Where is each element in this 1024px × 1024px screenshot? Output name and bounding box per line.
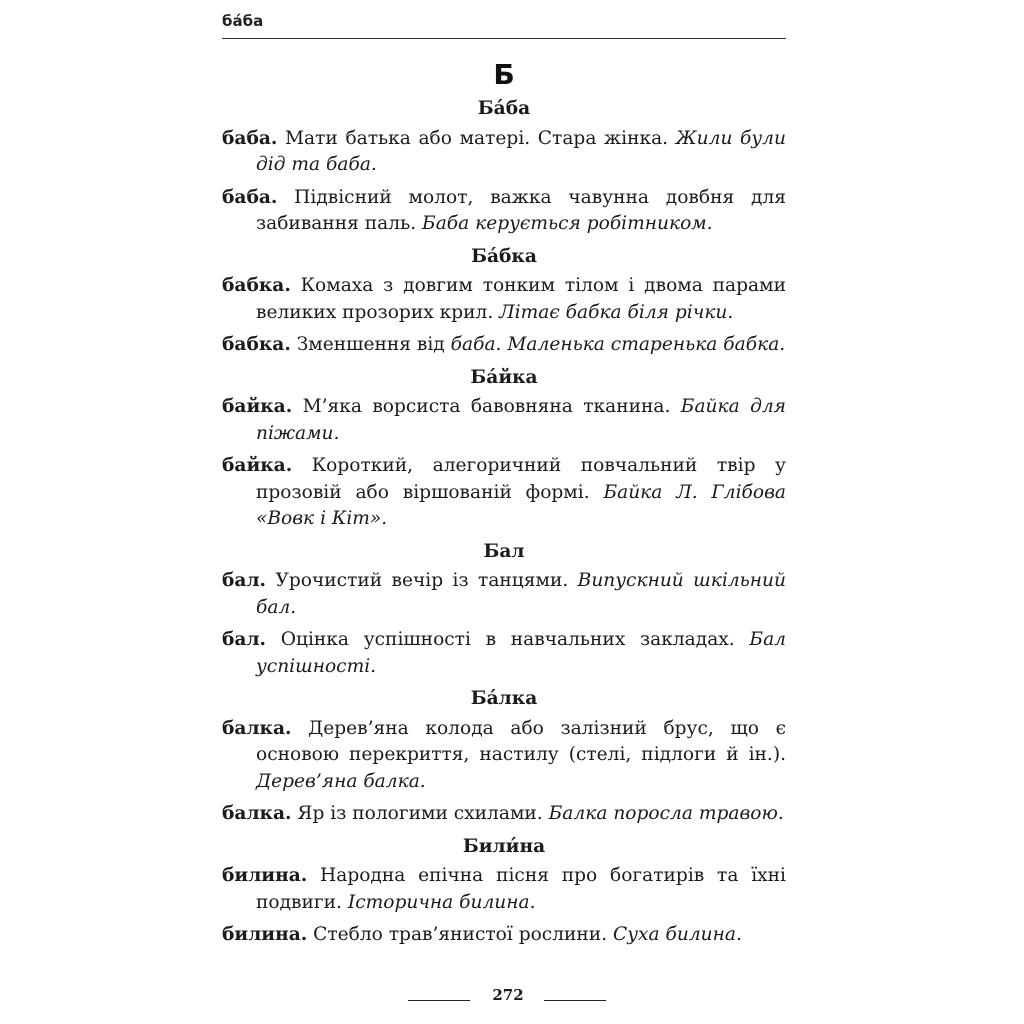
entry-headword: баба. [222, 186, 278, 208]
dictionary-entry [222, 801, 786, 828]
dictionary-entry [222, 453, 786, 533]
entry-headword: билина. [222, 924, 308, 945]
entry-example: Байка для піжами. [256, 396, 786, 444]
entry-example: Баба керується робітником. [422, 213, 713, 234]
entry-definition: Урочистий вечір із танцями. [266, 570, 578, 591]
entry-group-title: Ба́йка [470, 366, 538, 388]
dictionary-entry [222, 126, 786, 179]
entry-headword: балка. [222, 717, 292, 739]
entry-group-title: Били́на [462, 835, 546, 857]
dictionary-entries [222, 96, 786, 955]
entry-definition: Дерев’яна колода або залізний брус, що є основою перекриття, настилу (стелі, підлоги й ін.). [256, 717, 786, 765]
entry-definition: Зменшення від [290, 334, 451, 355]
entry-example: Бал успішності. [256, 629, 786, 677]
header-rule [222, 38, 786, 39]
entry-headword: билина. [222, 865, 308, 886]
entry-headword: бабка. [222, 334, 291, 355]
entry-group-title: Ба́бка [471, 245, 537, 267]
dictionary-entry [222, 332, 786, 359]
entry-group-title: Ба́ба [477, 98, 531, 119]
entry-group-title: Ба́лка [470, 688, 538, 709]
entry-group-title: Бал [483, 540, 525, 562]
dictionary-entry [222, 863, 786, 916]
entry-headword: бал. [222, 570, 267, 591]
entry-headword: байка. [222, 455, 293, 476]
entry-example: Балка поросла травою. [548, 803, 784, 824]
entry-definition: Мати батька або матері. Стара жінка. [277, 127, 676, 149]
entry-example: Байка Л. Глібова «Вовк і Кіт». [256, 481, 786, 529]
entry-definition: Яр із пологими схилами. [291, 803, 549, 824]
entry-example: Жили були дід та баба. [256, 127, 786, 175]
page-number: 272 [492, 986, 524, 1004]
entry-definition: М’яка ворсиста бавовняна тканина. [292, 396, 681, 417]
dictionary-page [222, 0, 786, 1024]
entry-definition: Підвісний молот, важка чавунна довбня для забивання паль. [256, 186, 786, 234]
entry-example: Дерев’яна балка. [256, 770, 426, 792]
entry-headword: бал. [222, 629, 267, 650]
dictionary-entry [222, 273, 786, 326]
dictionary-entry [222, 185, 786, 238]
entry-headword: байка. [222, 396, 293, 417]
entry-headword: бабка. [222, 275, 291, 296]
dictionary-entry [222, 922, 786, 949]
entry-definition: Народна епічна пісня про богатирів та їхні подвиги. [256, 865, 786, 913]
entry-definition: Оцінка успішності в навчальних закладах. [266, 629, 750, 650]
entry-definition: Короткий, алегоричний повчальний твір у прозовій або віршованій формі. [256, 455, 786, 503]
dictionary-entry [222, 716, 786, 796]
footer-rule-right [544, 1000, 606, 1001]
dictionary-entry [222, 568, 786, 621]
page-footer [222, 986, 786, 1010]
dictionary-entry [222, 394, 786, 447]
entry-definition: Стебло трав’янистої рослини. [307, 924, 614, 945]
entry-example: Випускний шкільний бал. [256, 570, 786, 618]
footer-rule-left [408, 1000, 470, 1001]
entry-headword: баба. [222, 127, 278, 149]
entry-example: баба. Маленька старенька бабка. [450, 334, 786, 355]
entry-definition: Комаха з довгим тонким тілом і двома парами великих прозорих крил. [256, 275, 786, 323]
entry-example: Історична билина. [347, 891, 536, 913]
entry-example: Літає бабка біля річки. [499, 301, 734, 323]
section-letter: Б [493, 58, 515, 91]
entry-example: Суха билина. [613, 924, 742, 945]
dictionary-entry [222, 627, 786, 680]
entry-headword: балка. [222, 803, 292, 824]
running-head: ба́ба [222, 12, 264, 30]
